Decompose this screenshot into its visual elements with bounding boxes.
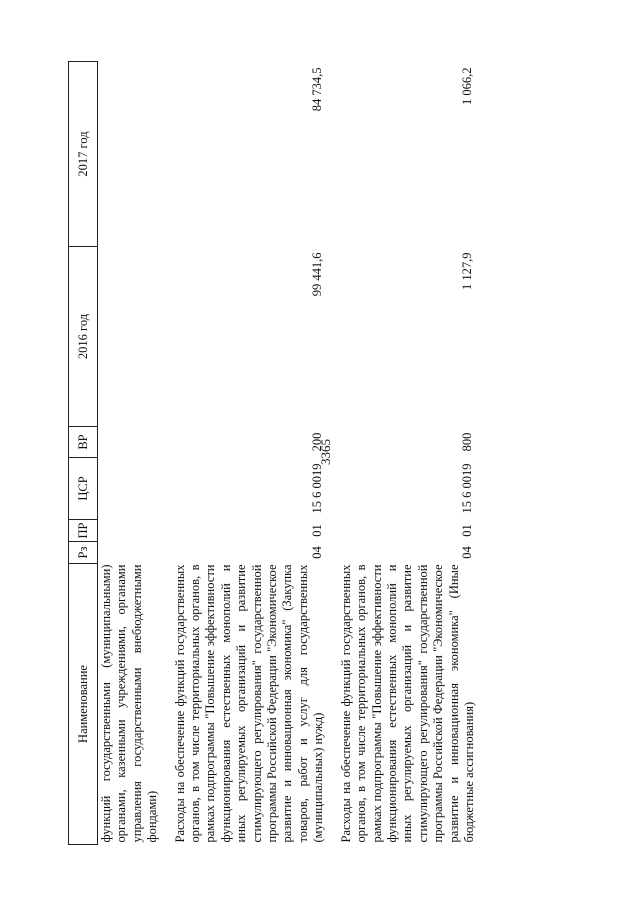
- row-vr: 800: [460, 432, 475, 452]
- header-name: Наименование: [69, 564, 98, 845]
- row-2017: 84 734,5: [309, 67, 324, 112]
- table-row: [161, 62, 327, 845]
- table-row: [327, 62, 478, 845]
- header-2017: 2017 год: [69, 62, 98, 247]
- budget-table-rotated: [68, 62, 604, 845]
- header-csr: ЦСР: [69, 458, 98, 520]
- row-rz: [98, 542, 161, 564]
- header-row: [69, 62, 98, 845]
- row-name: Расходы на обеспечение функций государственных органов, в том числе территориальных органов, в рамках подпрограммы "Повышение эффективности функционирования естественных монополий и иных регулируемых организаций и развитие стимулирующего регулирования" государственной программы Российской Федерации "Экономическое развитие и инновационная экономика" (Иные бюджетные ассигнования): [338, 564, 476, 843]
- row-vr: 200: [309, 432, 324, 452]
- row-name: Расходы на обеспечение функций государственных органов, в том числе территориальных органов, в рамках подпрограммы "Повышение эффективности функционирования естественных монополий и иных регулируемых организаций и развитие стимулирующего регулирования" государственной программы Российской Федерации "Экономическое развитие и инновационная экономика" (Закупка товаров, работ и услуг для государственных (муниципальных) нужд): [172, 564, 326, 843]
- header-vr: ВР: [69, 427, 98, 458]
- row-2017: [98, 62, 161, 247]
- row-pr: 01: [309, 524, 324, 537]
- row-csr: 15 6 0019: [309, 463, 324, 514]
- table-row: [98, 62, 161, 845]
- row-2016: 99 441,6: [309, 252, 324, 297]
- row-pr: 01: [460, 524, 475, 537]
- row-rz: 04: [460, 546, 475, 559]
- page-number: 3365: [318, 439, 333, 465]
- row-name: функций государственными (муниципальными) органами, казенными учреждениями, органами управления государственными внебюджетными фондами): [99, 564, 160, 843]
- row-2016: 1 127,9: [460, 252, 475, 290]
- row-vr: [98, 427, 161, 458]
- budget-table: [68, 61, 477, 845]
- row-csr: 15 6 0019: [460, 463, 475, 514]
- row-pr: [98, 520, 161, 542]
- header-2016: 2016 год: [69, 247, 98, 427]
- row-2016: [98, 247, 161, 427]
- header-rz: Рз: [69, 542, 98, 564]
- row-2017: 1 066,2: [460, 67, 475, 105]
- row-rz: 04: [309, 546, 324, 559]
- header-pr: ПР: [69, 520, 98, 542]
- row-csr: [98, 458, 161, 520]
